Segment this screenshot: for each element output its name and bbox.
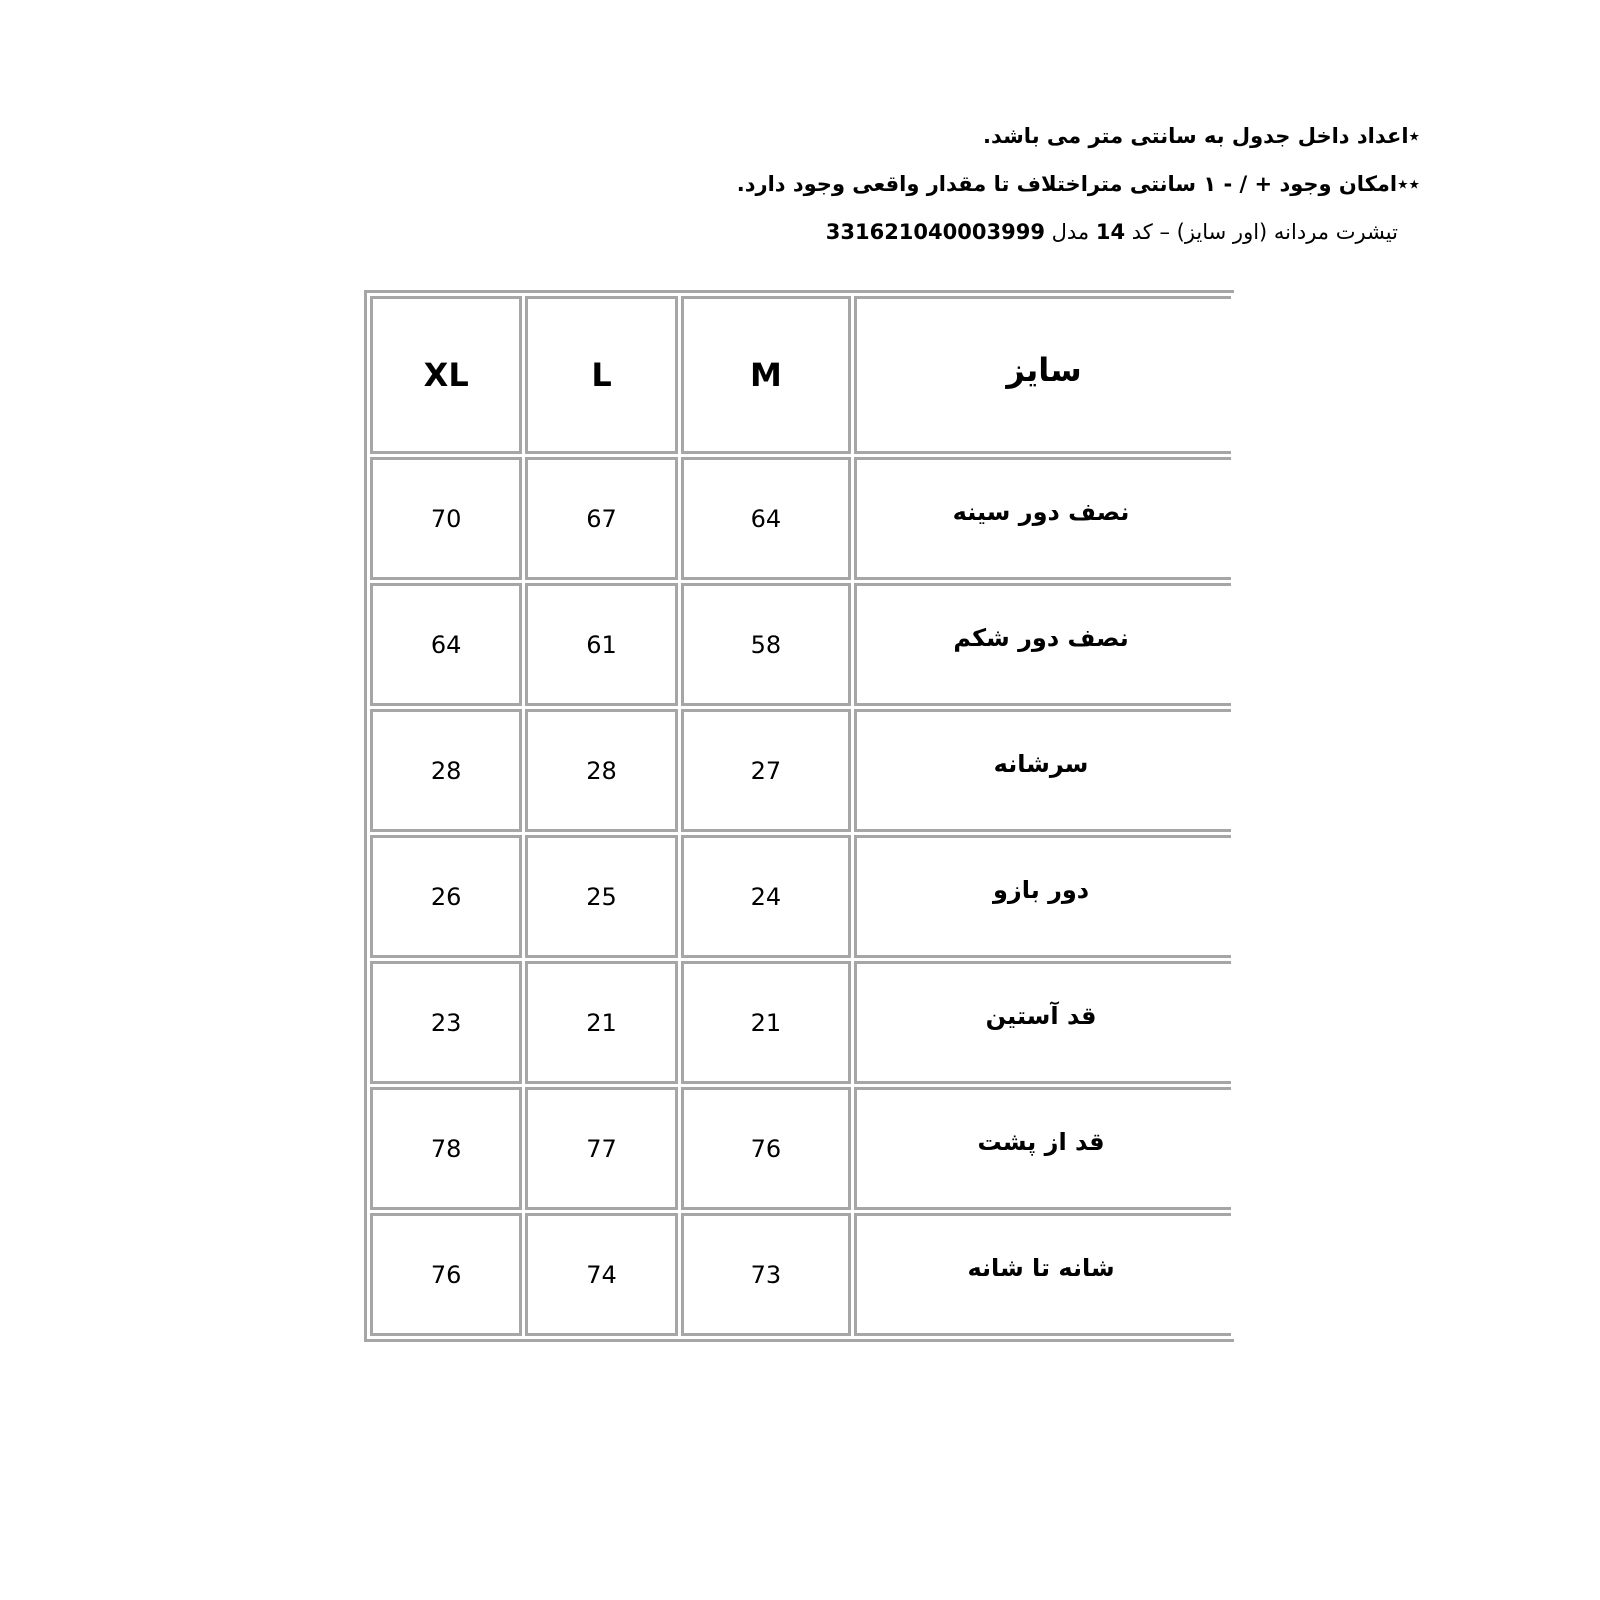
table-row bbox=[370, 961, 1231, 1084]
note-tolerance: ٭٭امکان وجود + / - ۱ سانتی متراختلاف تا مقدار واقعی وجود دارد. bbox=[736, 172, 1420, 196]
cell-m: 24 bbox=[681, 835, 851, 958]
note-units: ٭اعداد داخل جدول به سانتی متر می باشد. bbox=[983, 124, 1420, 148]
header-size-l: L bbox=[525, 296, 677, 454]
cell-l: 74 bbox=[525, 1213, 677, 1336]
table-header-row bbox=[370, 296, 1231, 454]
table-row bbox=[370, 835, 1231, 958]
row-label: قد آستین bbox=[854, 961, 1231, 1084]
header-size-xl: XL bbox=[370, 296, 522, 454]
product-title-model-label: مدل bbox=[1051, 220, 1090, 244]
cell-l: 61 bbox=[525, 583, 677, 706]
cell-xl: 26 bbox=[370, 835, 522, 958]
cell-m: 64 bbox=[681, 457, 851, 580]
cell-m: 76 bbox=[681, 1087, 851, 1210]
cell-xl: 78 bbox=[370, 1087, 522, 1210]
cell-m: 73 bbox=[681, 1213, 851, 1336]
header-size-label: سایز bbox=[854, 296, 1231, 454]
cell-l: 25 bbox=[525, 835, 677, 958]
table-row bbox=[370, 1213, 1231, 1336]
cell-l: 67 bbox=[525, 457, 677, 580]
header-size-m: M bbox=[681, 296, 851, 454]
table-row bbox=[370, 709, 1231, 832]
cell-l: 28 bbox=[525, 709, 677, 832]
product-code: 331621040003999 bbox=[825, 220, 1045, 244]
table-row bbox=[370, 1087, 1231, 1210]
cell-xl: 28 bbox=[370, 709, 522, 832]
cell-l: 21 bbox=[525, 961, 677, 1084]
row-label: قد از پشت bbox=[854, 1087, 1231, 1210]
row-label: نصف دور شکم bbox=[854, 583, 1231, 706]
product-title-number: 14 bbox=[1095, 220, 1126, 244]
cell-xl: 64 bbox=[370, 583, 522, 706]
cell-m: 58 bbox=[681, 583, 851, 706]
cell-xl: 76 bbox=[370, 1213, 522, 1336]
product-title bbox=[660, 208, 1420, 256]
cell-m: 27 bbox=[681, 709, 851, 832]
size-chart-table bbox=[364, 290, 1234, 1342]
row-label: سرشانه bbox=[854, 709, 1231, 832]
cell-xl: 23 bbox=[370, 961, 522, 1084]
cell-xl: 70 bbox=[370, 457, 522, 580]
notes-block bbox=[660, 112, 1420, 256]
row-label: نصف دور سینه bbox=[854, 457, 1231, 580]
row-label: شانه تا شانه bbox=[854, 1213, 1231, 1336]
table-row bbox=[370, 583, 1231, 706]
cell-l: 77 bbox=[525, 1087, 677, 1210]
table-row bbox=[370, 457, 1231, 580]
product-title-prefix: تیشرت مردانه (اور سایز) – کد bbox=[1131, 220, 1398, 244]
row-label: دور بازو bbox=[854, 835, 1231, 958]
cell-m: 21 bbox=[681, 961, 851, 1084]
